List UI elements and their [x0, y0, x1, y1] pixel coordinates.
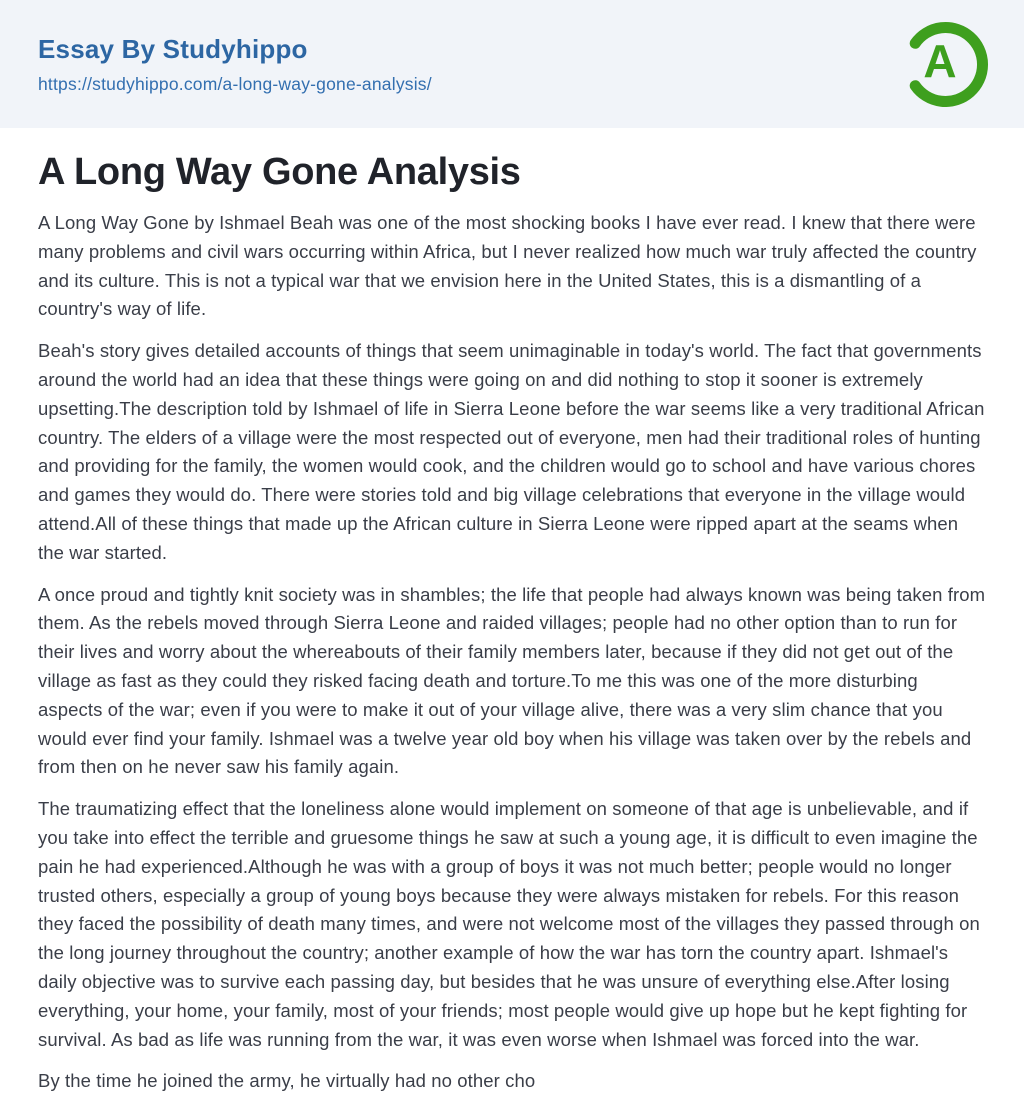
essay-paragraph-5: By the time he joined the army, he virtually had no other cho	[38, 1070, 536, 1092]
logo-letter: A	[923, 35, 957, 87]
essay-paragraph-3: A once proud and tightly knit society was in shambles; the life that people had always known was being taken from them. As the rebels moved through Sierra Leone and raided villages; people had no other option than to run for their lives and worry about the whereabouts of their family members later, because if they did not get out of the village as fast as they could they risked facing death and torture.To me this was one of the more disturbing aspects of the war; even if you were to make it out of your village alive, there was a very slim chance that you would ever find your family. Ishmael was a twelve year old boy when his village was taken over by the rebels and from then on he never saw his family again.	[38, 583, 986, 778]
studyhippo-logo-icon	[906, 21, 992, 107]
essay-article	[0, 128, 1024, 1096]
site-title: Essay By Studyhippo	[38, 33, 308, 64]
article-title: A Long Way Gone Analysis	[38, 151, 521, 193]
essay-paragraph-1: A Long Way Gone by Ishmael Beah was one of the most shocking books I have ever read. I knew that there were many problems and civil wars occurring within Africa, but I never realized how much war truly affected the country and its culture. This is not a typical war that we envision here in the United States, this is a dismantling of a country's way of life.	[38, 212, 977, 320]
essay-paragraph-4: The traumatizing effect that the loneliness alone would implement on someone of that age is unbelievable, and if you take into effect the terrible and gruesome things he saw at such a young age, it is difficult to even imagine the pain he had experienced.Although he was with a group of boys it was not much better; people would no longer trusted others, especially a group of young boys because they were always mistaken for rebels. For this reason they faced the possibility of death many times, and were not welcome most of the villages they passed through on the long journey throughout the country; another example of how the war has torn the country apart. Ishmael's daily objective was to survive each passing day, but besides that he was unsure of everything else.After losing everything, your home, your family, most of your friends; most people would give up hope but he kept fighting for survival. As bad as life was running from the war, it was even worse when Ishmael was forced into the war.	[38, 798, 980, 1050]
page-url-link[interactable]: https://studyhippo.com/a-long-way-gone-analysis/	[38, 73, 432, 94]
page-header	[0, 0, 1024, 128]
header-text-block	[38, 34, 432, 95]
essay-paragraph-2: Beah's story gives detailed accounts of things that seem unimaginable in today's world. The fact that governments around the world had an idea that these things were going on and did nothing to stop it sooner is extremely upsetting.The description told by Ishmael of life in Sierra Leone before the war seems like a very traditional African country. The elders of a village were the most respected out of everyone, men had their traditional roles of hunting and providing for the family, the women would cook, and the children would go to school and have various chores and games they would do. There were stories told and big village celebrations that everyone in the village would attend.All of these things that made up the African culture in Sierra Leone were ripped apart at the seams when the war started.	[38, 340, 985, 563]
